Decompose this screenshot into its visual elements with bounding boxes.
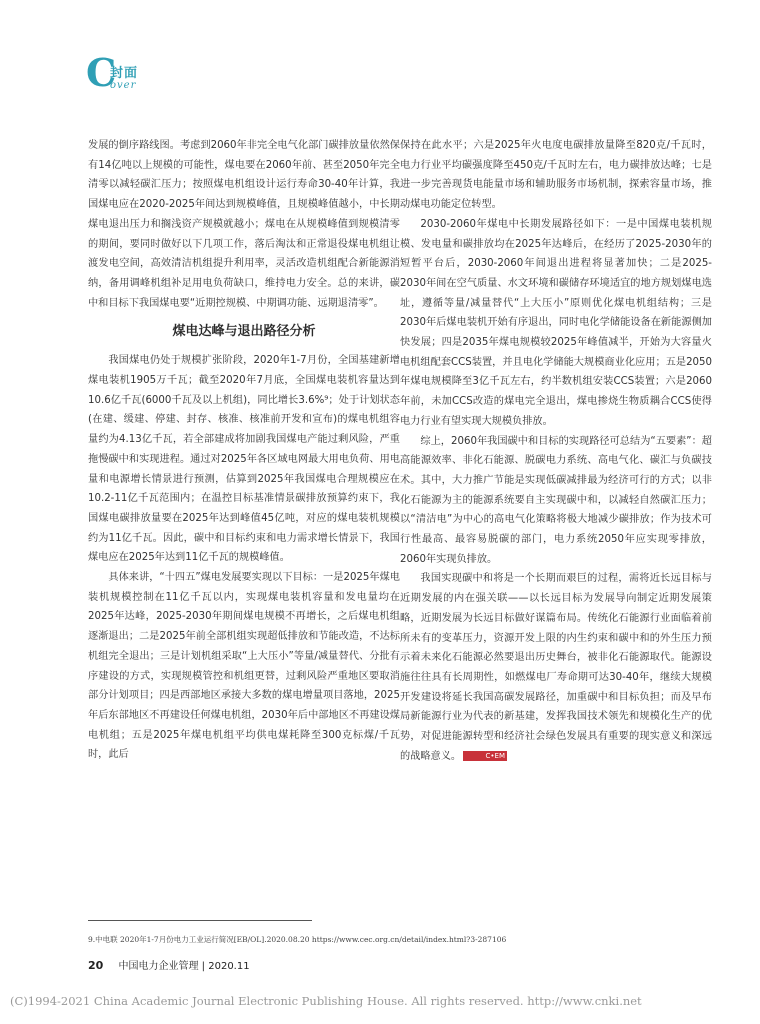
right-paragraph-3: 综上，2060年我国碳中和目标的实现路径可总结为“五要素”：超高能源效率、非化石能源、脱碳电力系统、高电气化、碳汇与负碳技术。其中，大力推广节能是实现低碳减排最为经济可行的方式；以非化石能源为主的能源系统要自主实现碳中和，以减轻自然碳汇压力；以“清洁电”为中心的高电气化策略将极大地减少碳排放；作为技术可行性最高、最容易脱碳的部门，电力系统2050年应实现零排放，2060年实现负排放。 [400, 435, 712, 565]
left-paragraph-2: 我国煤电仍处于规模扩张阶段，2020年1-7月份，全国基建新增煤电装机1905万千瓦；截至2020年7月底，全国煤电装机容量达到10.6亿千瓦(6000千瓦及以上机组)，同比增长3.6%⁹；处于计划状态(在建、缓建、停建、封存、核准、核准前开发和宣布)的煤电机组容量约为4.13亿千瓦，若全部建成将加剧我国煤电产能过剩风险，严重拖慢碳中和实现进程。通过对2025年各区域电网最大用电负荷、用电量和电源增长情景进行预测，估算到2025年我国煤电合理规模应在10.2-11亿千瓦范围内；在温控目标基准情景碳排放预算约束下，我国煤电碳排放量要在2025年达到峰值45亿吨，对应的煤电装机规模约为11亿千瓦。因此，碳中和目标约束和电力需求增长情景下，我国煤电应在2025年达到11亿千瓦的规模峰值。 [88, 355, 400, 564]
page-number: 20 [88, 959, 104, 972]
logo-en-text: over [110, 80, 137, 91]
right-paragraph-4 [400, 569, 712, 766]
left-paragraph-1: 发展的倒序路线图。考虑到2060年非完全电气化部门碳排放量依然保有14亿吨以上规模的可能性，煤电要在2060年前、甚至2050年完全清零以减轻碳汇压力；按照煤电机组设计运行寿命30-40年计算，我国煤电应在2020-2025年间达到规模峰值，且规模峰值越小，中长期煤电退出压力和搁浅资产规模就越小；煤电在从规模峰值到规模清零的期间，要同时做好以下几项工作，落后淘汰和正常退役煤电机组让渡发电空间，高效清洁机组提升利用率，灵活改造机组配合新能源消纳，备用调峰机组补足用电负荷缺口，维持电力安全。总的来讲，碳中和目标下我国煤电要“近期控规模、中期调功能、远期退清零”。 [88, 140, 400, 309]
left-column [88, 136, 400, 765]
logo-cn-text: 封面 [110, 66, 139, 81]
journal-name: 中国电力企业管理 | 2020.11 [118, 961, 250, 972]
article-end-mark: C•EM [463, 751, 507, 761]
right-paragraph-2: 2030-2060年煤电中长期发展路径如下：一是中国煤电装机规模、发电量和碳排放均在2025年达峰后，在经历了2025-2030年的短暂平台后，2030-2060年间退出进程将显著加快；二是2025-2030年间在空气质量、水文环境和碳储存环境适宜的地方规划煤电选址，遵循等量/减量替代“上大压小”原则优化煤电机组结构；三是2030年后煤电装机开始有序退出，同时电化学储能设备在新能源侧加快发展；四是2035年煤电规模较2025年峰值减半，开始为大容量火电机组配套CCS装置，并且电化学储能大规模商业化应用；五是2050年煤电规模降至3亿千瓦左右，约半数机组安装CCS装置；六是2060年前，未加CCS改造的煤电完全退出，煤电掺烧生物质耦合CCS使得电力行业有望实现大规模负排放。 [400, 218, 712, 427]
footnote: 9.中电联 2020年1-7月份电力工业运行简况[EB/OL].2020.08.20 https://www.cec.org.cn/detail/index.html?3-287106 [88, 935, 507, 944]
copyright-watermark: (C)1994-2021 China Academic Journal Electronic Publishing House. All rights reserved. http://www.cnki.net [10, 994, 642, 1008]
logo-letter: C [86, 50, 117, 95]
magazine-logo [86, 50, 156, 100]
right-column [400, 136, 712, 767]
right-paragraph-1: 保持在此水平；六是2025年火电度电碳排放量降至820克/千瓦时，电力行业平均碳强度降至450克/千瓦时左右，电力碳排放达峰；七是进一步完善现货电能量市场和辅助服务市场机制，探索容量市场，推动煤电功能定位转型。 [400, 140, 712, 211]
footnote-divider [88, 920, 312, 921]
left-paragraph-3: 具体来讲，“十四五”煤电发展要实现以下目标：一是2025年煤电装机规模控制在11亿千瓦以内，实现煤电装机容量和发电量均在2025年达峰，2025-2030年期间煤电规模不再增长，之后煤电机组逐渐退出；二是2025年前全部机组实现超低排放和节能改造，不达标机组完全退出；三是计划机组采取“上大压小”等量/减量替代、分批有序建设的方式，实现规模管控和机组更替，过剩风险严重地区要取消部分计划项目；四是西部地区承接大多数的煤电增量项目落地，2025年后东部地区不再建设任何煤电机组，2030年后中部地区不再建设煤电机组；五是2025年煤电机组平均供电煤耗降至300克标煤/千瓦时，此后 [88, 572, 400, 761]
right-paragraph-4-text: 我国实现碳中和将是一个长期而艰巨的过程，需将近长远目标与近期发展的内在强关联——以长远目标为发展导向制定近期发展策略，近期发展为长远目标做好谋篇布局。传统化石能源行业面临着前所未有的变革压力，资源开发上限的内生约束和碳中和的外生压力预示着未来化石能源必然要退出历史舞台，被非化石能源取代。能源设施往往具有长周期性，如燃煤电厂寿命期可达30-40年，继续大规模开发建设将延长我国高碳发展路径，加重碳中和目标负担；而及早布局新能源行业为代表的新基建，发挥我国技术领先和规模化生产的优势，对促进能源转型和经济社会绿色发展具有重要的现实意义和深远的战略意义。 [400, 573, 712, 762]
page-footer [88, 957, 250, 972]
section-heading: 煤电达峰与退出路径分析 [172, 324, 316, 340]
